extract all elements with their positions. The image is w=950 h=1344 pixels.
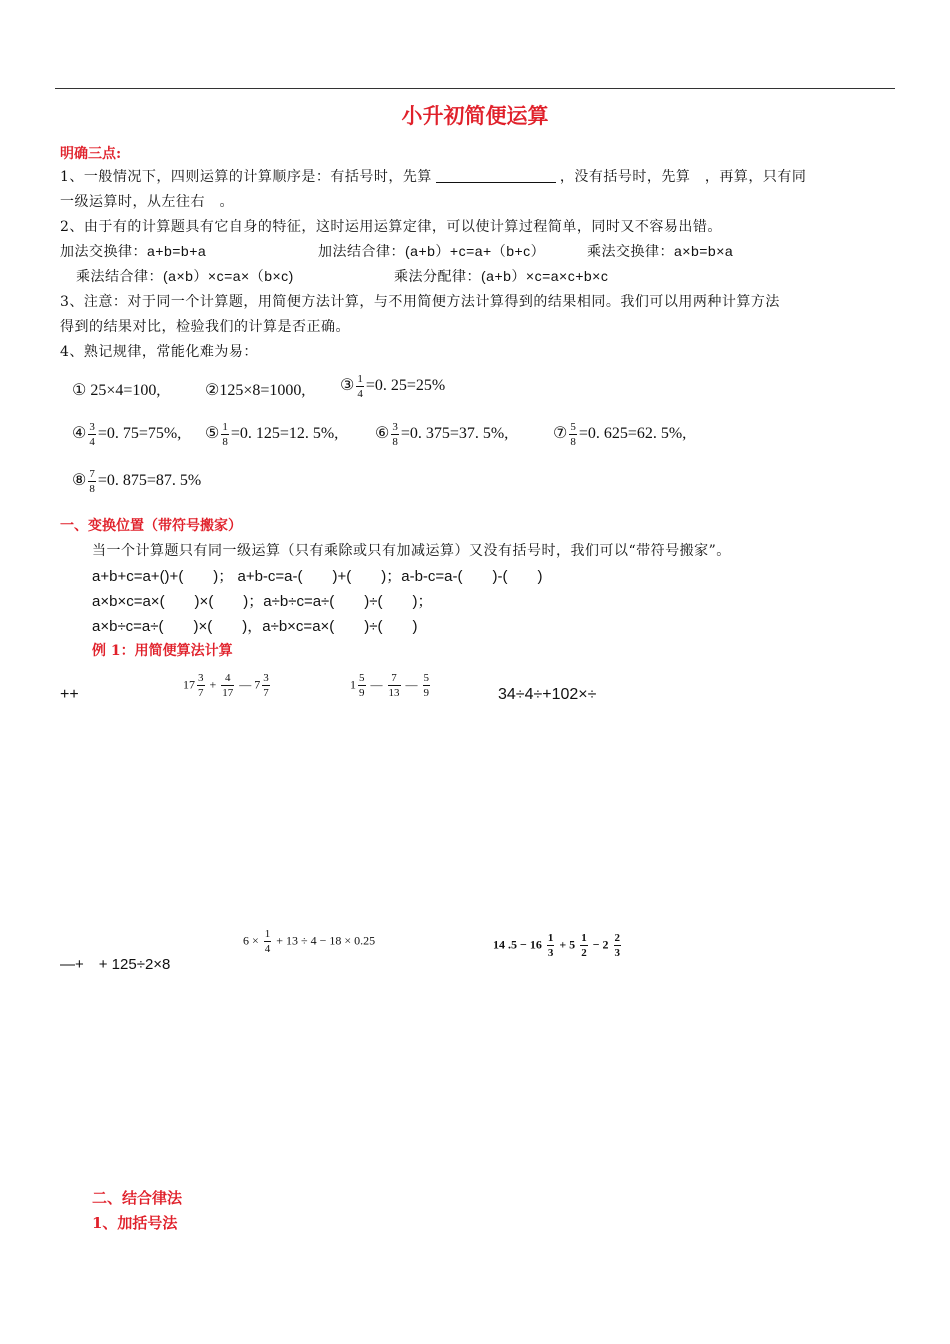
rule-value: =0. 25=25% (365, 377, 446, 395)
operator: — (405, 677, 418, 692)
denominator: 8 (392, 436, 398, 448)
rule-mark: ③ (340, 377, 355, 395)
operator: — (370, 677, 383, 692)
law-label: 乘法结合律： (76, 269, 163, 285)
law-formula: a+b=b+a (147, 243, 207, 259)
intro-p3: 3、注意：对于同一个计算题，用简便方法计算，与不用简便方法计算得到的结果相同。我们可以用两种计算方法 (60, 294, 780, 310)
numerator: 3 (392, 421, 398, 433)
denominator: 2 (581, 947, 587, 959)
denominator: 3 (547, 947, 554, 959)
page-title: 小升初简便运算 (401, 104, 549, 128)
rule-mark: ⑧ (72, 472, 87, 490)
rule-mark: ⑤ (205, 425, 220, 443)
fraction (569, 420, 577, 449)
intro-p1-cont: 一级运算时，从左往右 。 (60, 194, 234, 210)
intro-heading: 明确三点: (60, 146, 122, 162)
denominator: 8 (570, 436, 576, 448)
denominator: 4 (264, 943, 271, 955)
denominator: 13 (388, 687, 400, 699)
rule-2: ②125×8=1000, (205, 382, 306, 399)
fraction (580, 931, 588, 960)
law-formula: (a+b）+c=a+（b+c） (405, 243, 546, 259)
expression-part: 14 .5 − 16 (493, 937, 542, 952)
section1-heading: 一、变换位置（带符号搬家） (60, 518, 242, 534)
section1-formula-2: a×b×c=a×( )×( )；a÷b÷c=a÷( )÷( )； (92, 593, 433, 610)
fraction (262, 671, 270, 700)
whole-number: 7 (254, 677, 261, 692)
denominator: 4 (89, 436, 95, 448)
rule-mark: ⑥ (375, 425, 390, 443)
numerator: 5 (359, 672, 365, 684)
numerator: 1 (547, 932, 554, 944)
intro-p2: 2、由于有的计算题具有它自身的特征，这时运用运算定律，可以使计算过程简单，同时又不容易出错。 (60, 219, 722, 235)
denominator: 7 (198, 687, 204, 699)
intro-p1 (60, 166, 806, 186)
operator: + (209, 677, 217, 692)
numerator: 5 (423, 672, 429, 684)
numerator: 1 (222, 421, 228, 433)
rule-mark: ⑦ (553, 425, 568, 443)
law-add-commutative (60, 241, 206, 261)
expression-2 (350, 671, 432, 700)
expression-part: − 2 (592, 937, 609, 952)
law-formula: a×b=b×a (674, 243, 734, 259)
law-mul-commutative (587, 241, 733, 261)
expression-part: + 5 (559, 937, 576, 952)
law-add-associative (318, 241, 545, 261)
denominator: 17 (222, 687, 234, 699)
expression-part: 6 × (243, 933, 259, 948)
ex-row2-left: —+ + 125÷2×8 (60, 956, 171, 973)
rule-mark: ④ (72, 425, 87, 443)
fraction (197, 671, 205, 700)
fraction (358, 671, 366, 700)
fraction (388, 671, 401, 700)
law-distributive (394, 266, 608, 286)
law-label: 加法交换律： (60, 244, 147, 260)
ex-row1-left: ++ (60, 686, 79, 703)
fraction (264, 927, 272, 956)
rule-value: =0. 875=87. 5% (97, 472, 202, 490)
numerator: 4 (225, 672, 231, 684)
denominator: 3 (614, 947, 621, 959)
section2-subheading: 1、加括号法 (92, 1214, 178, 1232)
numerator: 2 (614, 932, 621, 944)
rule-7 (553, 420, 686, 449)
denominator: 7 (263, 687, 269, 699)
rule-value: =0. 75=75%, (97, 425, 182, 443)
fraction (423, 671, 431, 700)
fraction (88, 467, 96, 496)
expression-5 (493, 931, 623, 960)
rule-value: =0. 125=12. 5%, (230, 425, 339, 443)
expression-part: + 13 ÷ 4 − 18 × 0.25 (276, 933, 376, 948)
intro-p1-part-a: 1、一般情况下，四则运算的计算顺序是：有括号时，先算 (60, 169, 432, 185)
law-formula: (a+b）×c=a×c+b×c (481, 268, 609, 284)
fraction (221, 420, 229, 449)
fraction (614, 931, 622, 960)
rule-3 (340, 372, 445, 401)
example-1-heading: 例 1：用简便算法计算 (92, 643, 233, 659)
intro-p1-part-b: ，没有括号时，先算 ，再算，只有同 (559, 169, 807, 185)
whole-number: 17 (183, 677, 195, 692)
intro-p4: 4、熟记规律，常能化难为易： (60, 344, 258, 360)
fraction (88, 420, 96, 449)
numerator: 3 (89, 421, 95, 433)
numerator: 3 (263, 672, 269, 684)
expression-1 (183, 671, 272, 700)
fraction (547, 931, 555, 960)
header-rule (55, 88, 895, 89)
denominator: 8 (222, 436, 228, 448)
section1-formula-3: a×b÷c=a÷( )×( )，a÷b×c=a×( )÷( ) (92, 618, 418, 635)
section1-desc: 当一个计算题只有同一级运算（只有乘除或只有加减运算）又没有括号时，我们可以“带符号搬家”。 (92, 543, 731, 559)
numerator: 1 (357, 373, 363, 385)
denominator: 4 (357, 388, 363, 400)
numerator: 5 (570, 421, 576, 433)
fill-blank[interactable] (436, 168, 556, 183)
section1-formula-1: a+b+c=a+()+( )； a+b-c=a-( )+( )；a-b-c=a-( )-( ) (92, 568, 543, 585)
rule-6 (375, 420, 508, 449)
rule-8 (72, 467, 201, 496)
law-mul-associative (76, 266, 294, 286)
intro-p3-cont: 得到的结果对比，检验我们的计算是否正确。 (60, 319, 350, 335)
denominator: 9 (423, 687, 429, 699)
fraction (221, 671, 234, 700)
law-label: 乘法交换律： (587, 244, 674, 260)
expression-3: 34÷4÷+102×÷ (498, 686, 597, 703)
fraction (391, 420, 399, 449)
numerator: 1 (581, 932, 587, 944)
whole-number: 1 (350, 677, 356, 692)
section2-heading: 二、结合律法 (92, 1189, 183, 1207)
denominator: 8 (89, 483, 95, 495)
numerator: 3 (198, 672, 204, 684)
expression-4 (243, 927, 375, 956)
rule-value: =0. 375=37. 5%, (400, 425, 509, 443)
rule-4 (72, 420, 181, 449)
denominator: 9 (359, 687, 365, 699)
rule-value: =0. 625=62. 5%, (578, 425, 687, 443)
rule-1: ① 25×4=100, (72, 382, 161, 399)
law-label: 乘法分配律： (394, 269, 481, 285)
numerator: 7 (391, 672, 397, 684)
rule-5 (205, 420, 338, 449)
fraction (356, 372, 364, 401)
operator: — (239, 677, 252, 692)
law-formula: (a×b）×c=a×（b×c) (163, 268, 294, 284)
law-label: 加法结合律： (318, 244, 405, 260)
numerator: 7 (89, 468, 95, 480)
numerator: 1 (264, 928, 271, 940)
